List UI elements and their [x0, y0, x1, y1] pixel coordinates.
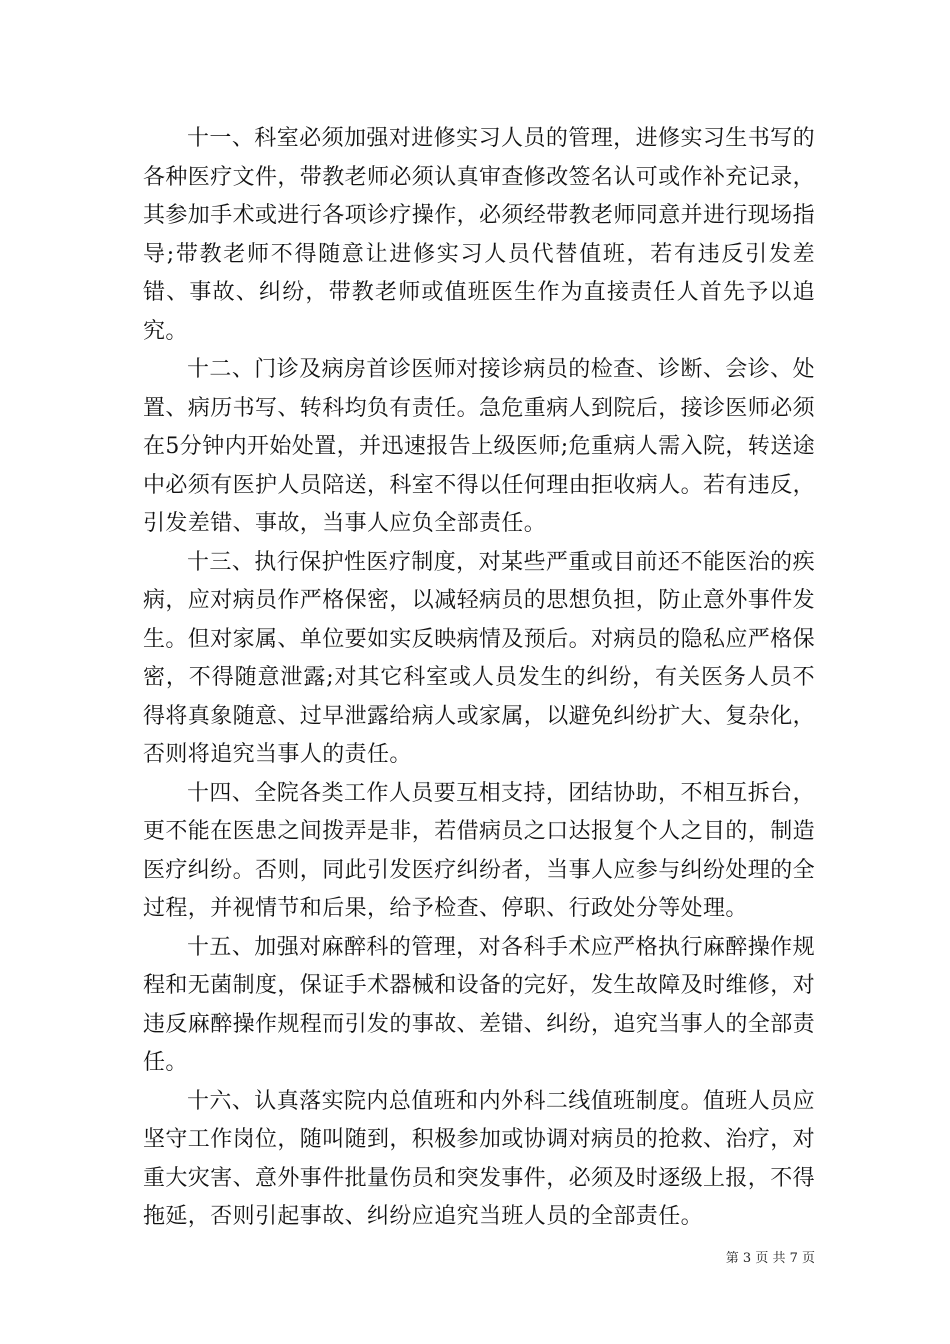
paragraph-sixteen: 十六、认真落实院内总值班和内外科二线值班制度。值班人员应坚守工作岗位，随叫随到，积极参加或协调对病员的抢救、治疗，对重大灾害、意外事件批量伤员和突发事件，必须及时逐级上报，不得拖延，否则引起事故、纠纷应追究当班人员的全部责任。: [143, 1088, 816, 1229]
paragraph-thirteen: 十三、执行保护性医疗制度，对某些严重或目前还不能医治的疾病，应对病员作严格保密，以减轻病员的思想负担，防止意外事件发生。但对家属、单位要如实反映病情及预后。对病员的隐私应严格保密，不得随意泄露;对其它科室或人员发生的纠纷，有关医务人员不得将真象随意、过早泄露给病人或家属，以避免纠纷扩大、复杂化，否则将追究当事人的责任。: [143, 549, 816, 767]
paragraph-eleven: 十一、科室必须加强对进修实习人员的管理，进修实习生书写的各种医疗文件，带教老师必须认真审查修改签名认可或作补充记录，其参加手术或进行各项诊疗操作，必须经带教老师同意并进行现场指导;带教老师不得随意让进修实习人员代替值班，若有违反引发差错、事故、纠纷，带教老师或值班医生作为直接责任人首先予以追究。: [143, 126, 816, 344]
paragraph-fifteen: 十五、加强对麻醉科的管理，对各科手术应严格执行麻醉操作规程和无菌制度，保证手术器械和设备的完好，发生故障及时维修，对违反麻醉操作规程而引发的事故、差错、纠纷，追究当事人的全部责任。: [143, 934, 816, 1075]
paragraph-fourteen: 十四、全院各类工作人员要互相支持，团结协助，不相互拆台，更不能在医患之间拨弄是非，若借病员之口达报复个人之目的，制造医疗纠纷。否则，同此引发医疗纠纷者，当事人应参与纠纷处理的全过程，并视情节和后果，给予检查、停职、行政处分等处理。: [143, 780, 816, 921]
paragraph-twelve: 十二、门诊及病房首诊医师对接诊病员的检查、诊断、会诊、处置、病历书写、转科均负有责任。急危重病人到院后，接诊医师必须在5分钟内开始处置，并迅速报告上级医师;危重病人需入院，转送途中必须有医护人员陪送，科室不得以任何理由拒收病人。若有违反，引发差错、事故，当事人应负全部责任。: [143, 357, 816, 536]
page-number-footer: 第 3 页 共 7 页: [725, 1251, 815, 1266]
document-body: [143, 120, 815, 1237]
